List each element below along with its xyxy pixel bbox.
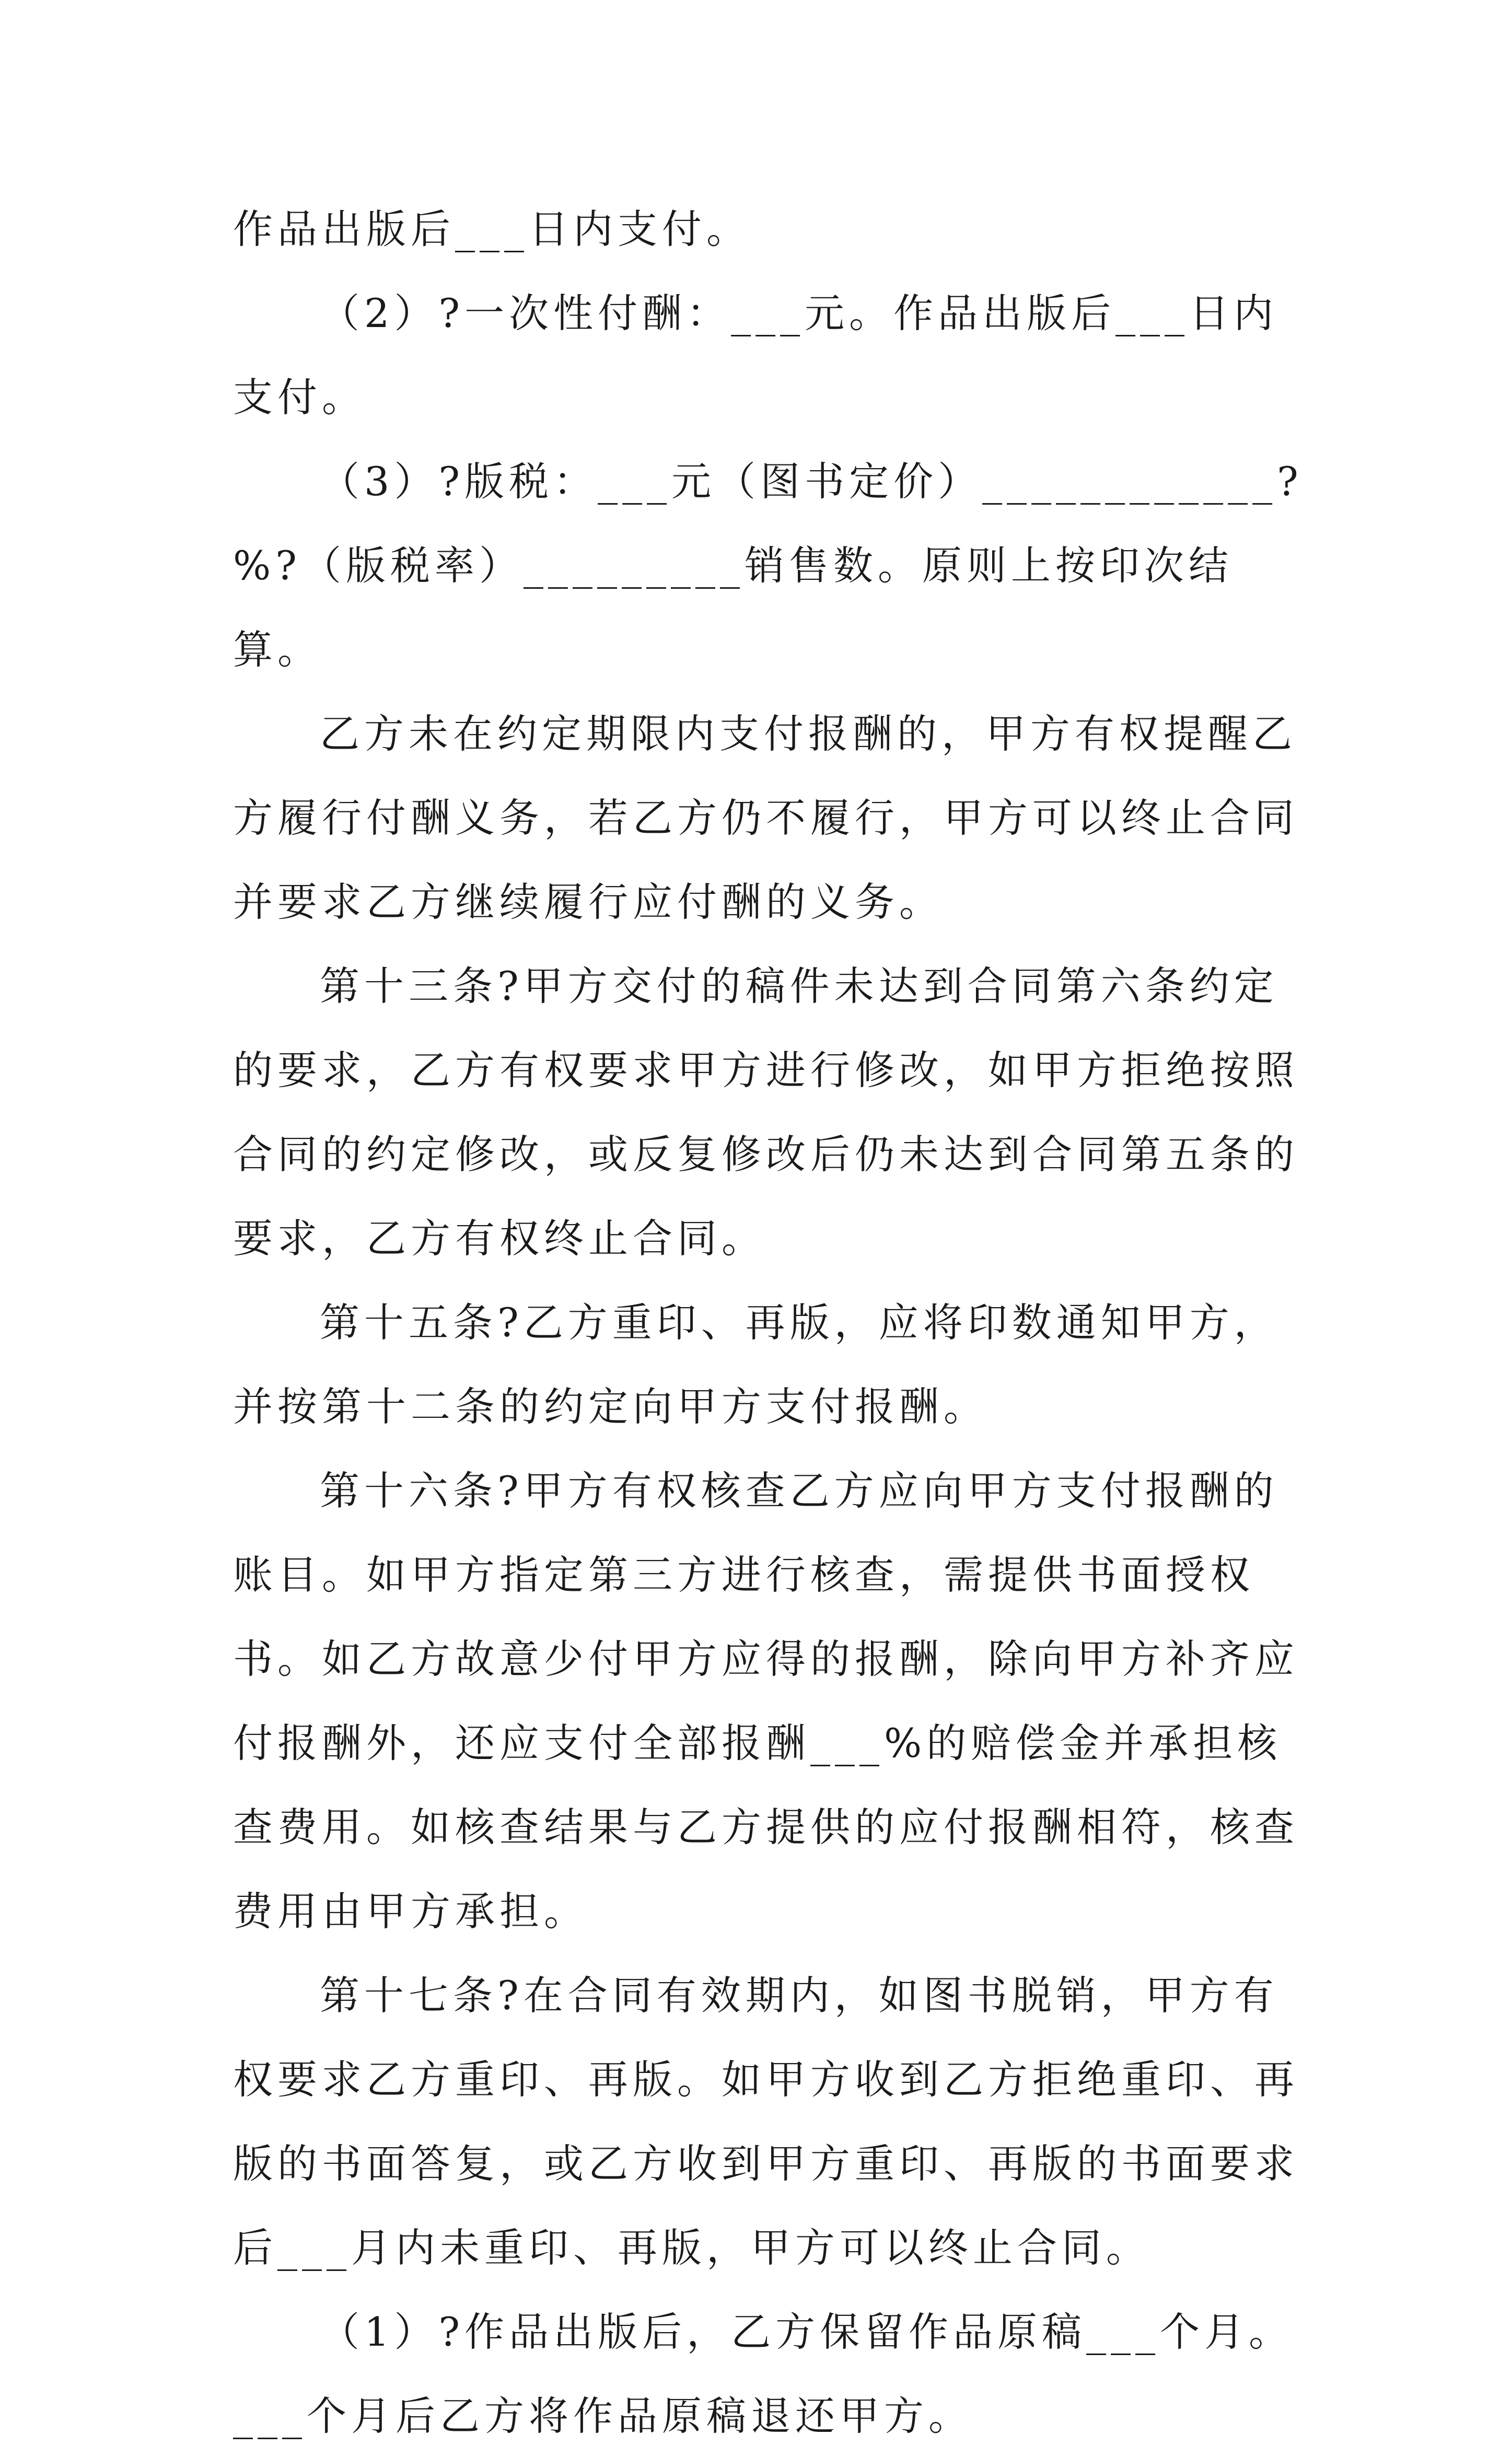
paragraph-article-16: 第十六条?甲方有权核查乙方应向甲方支付报酬的账目。如甲方指定第三方进行核查，需提供书面授权书。如乙方故意少付甲方应得的报酬，除向甲方补齐应付报酬外，还应支付全部报酬___%的赔偿金并承担核查费用。如核查结果与乙方提供的应付报酬相符，核查费用由甲方承担。 bbox=[233, 1467, 1299, 1935]
paragraph-article-13: 第十三条?甲方交付的稿件未达到合同第六条约定的要求，乙方有权要求甲方进行修改，如甲方拒绝按照合同的约定修改，或反复修改后仍未达到合同第五条的要求，乙方有权终止合同。 bbox=[233, 963, 1299, 1262]
document-body bbox=[233, 187, 1309, 2458]
paragraph-late-payment: 乙方未在约定期限内支付报酬的，甲方有权提醒乙方履行付酬义务，若乙方仍不履行，甲方可以终止合同并要求乙方继续履行应付酬的义务。 bbox=[233, 710, 1299, 925]
paragraph-lump-sum-payment: （2）?一次性付酬：___元。作品出版后___日内支付。 bbox=[233, 290, 1278, 421]
paragraph-article-17: 第十七条?在合同有效期内，如图书脱销，甲方有权要求乙方重印、再版。如甲方收到乙方拒绝重印、再版的书面答复，或乙方收到甲方重印、再版的书面要求后___月内未重印、再版，甲方可以终止合同。 bbox=[233, 1972, 1299, 2271]
paragraph-royalty: （3）?版税：___元（图书定价）____________?%?（版税率）_________销售数。原则上按印次结算。 bbox=[233, 458, 1303, 673]
paragraph-payment-deadline: 作品出版后___日内支付。 bbox=[233, 206, 751, 252]
paragraph-manuscript-retention: （1）?作品出版后，乙方保留作品原稿___个月。___个月后乙方将作品原稿退还甲方。 bbox=[233, 2309, 1294, 2439]
paragraph-article-15: 第十五条?乙方重印、再版，应将印数通知甲方，并按第十二条的约定向甲方支付报酬。 bbox=[233, 1299, 1278, 1430]
